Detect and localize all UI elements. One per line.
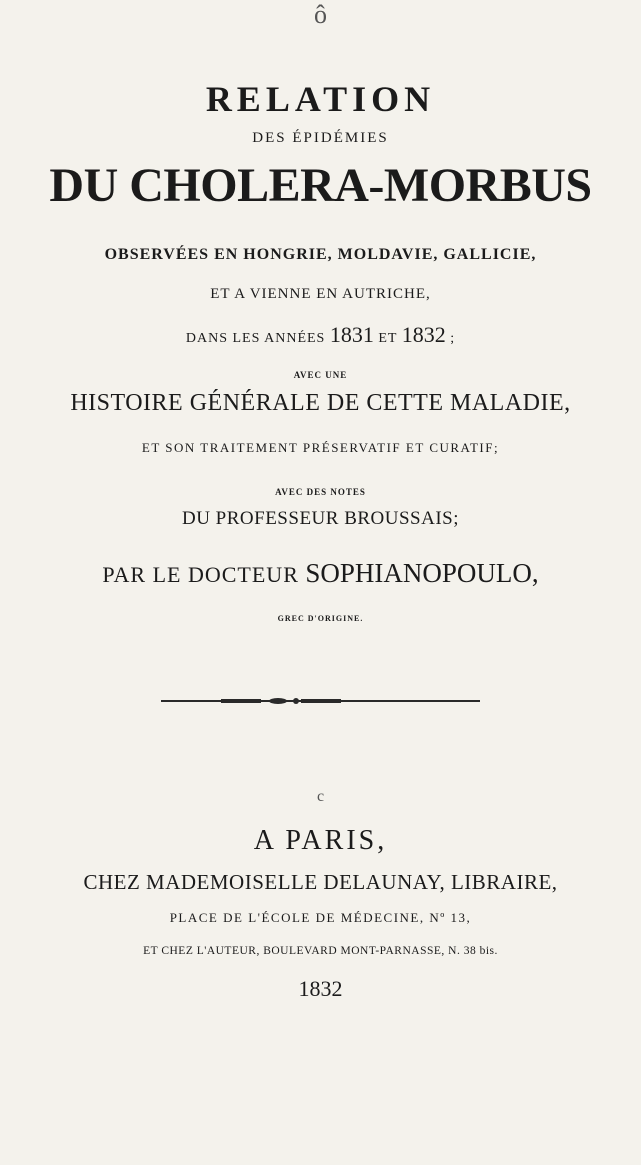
publication-year: 1832	[298, 976, 343, 1001]
histoire-line: HISTOIRE GÉNÉRALE DE CETTE MALADIE,	[70, 390, 571, 416]
place-line: PLACE DE L'ÉCOLE DE MÉDECINE, Nº 13,	[169, 910, 472, 925]
vienne-line: ET A VIENNE EN AUTRICHE,	[210, 286, 431, 302]
observees-line: OBSERVÉES EN HONGRIE, MOLDAVIE, GALLICIE,	[104, 246, 537, 263]
professeur-line: DU PROFESSEUR BROUSSAIS;	[181, 508, 460, 529]
year-1832: 1832	[401, 322, 446, 347]
author-name: SOPHIANOPOULO,	[305, 558, 539, 588]
avec-une-line: AVEC UNE	[293, 370, 348, 380]
annees-line	[0, 322, 641, 348]
author-line	[0, 558, 641, 589]
main-title: DU CHOLERA-MORBUS	[49, 159, 592, 212]
a-paris-line: A PARIS,	[253, 825, 388, 856]
auteur-line: ET CHEZ L'AUTEUR, BOULEVARD MONT-PARNASSE, N. 38 bis.	[143, 945, 498, 957]
avec-notes-line: AVEC DES NOTES	[275, 487, 366, 497]
ornament-divider	[161, 698, 480, 704]
annees-prefix: DANS LES ANNÉES	[185, 331, 326, 346]
top-mark: ô	[314, 0, 327, 29]
chez-line: CHEZ MADEMOISELLE DELAUNAY, LIBRAIRE,	[83, 870, 558, 894]
year-1831: 1831	[329, 322, 374, 347]
annees-suffix: ;	[450, 331, 456, 346]
origin-line: GREC D'ORIGINE.	[277, 614, 364, 623]
relation-heading: RELATION	[205, 79, 436, 119]
par-le-docteur: PAR LE DOCTEUR	[102, 562, 299, 587]
des-epidemies-line: DES ÉPIDÉMIES	[252, 130, 389, 146]
c-mark: c	[316, 788, 325, 805]
annees-and: ET	[378, 331, 398, 346]
traitement-line: ET SON TRAITEMENT PRÉSERVATIF ET CURATIF;	[141, 440, 500, 455]
